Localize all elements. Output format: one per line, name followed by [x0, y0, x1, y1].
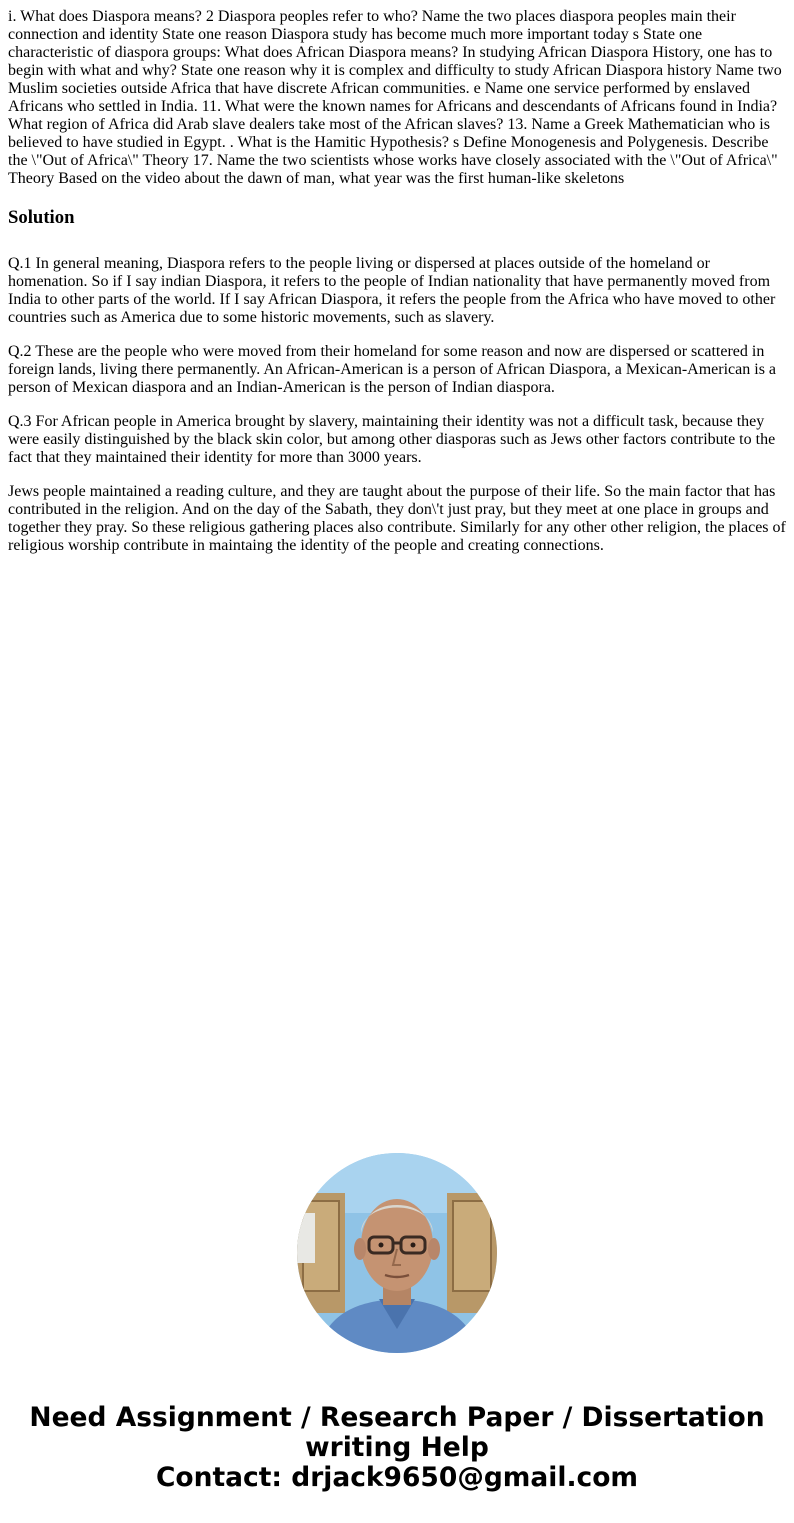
solution-heading: Solution: [8, 207, 75, 228]
document-content: [8, 8, 788, 555]
solution-paragraph: Q.2 These are the people who were moved from their homeland for some reason and now are dispersed or scattered in foreign lands, living there permanently. An African-American is a person of African Diaspora, a Mexican-American is a person of Mexican diaspora and an Indian-American is the person of Indian diaspora.: [8, 343, 777, 396]
promo-banner: [0, 1403, 794, 1493]
promo-line: Need Assignment / Research Paper / Dissertation: [29, 1402, 765, 1433]
solution-paragraph: Q.1 In general meaning, Diaspora refers to the people living or dispersed at places outside of the homeland or homenation. So if I say indian Diaspora, it refers to the people of Indian nationality that have permanently moved from India to other parts of the world. If I say African Diaspora, it refers the people from the Africa who have moved to other countries such as America due to some historic movements, such as slavery.: [8, 255, 776, 326]
solution-paragraph: Q.3 For African people in America brought by slavery, maintaining their identity was not a difficult task, because they were easily distinguished by the black skin color, but among other diasporas such as Jews other factors contribute to the fact that they maintained their identity for more than 3000 years.: [8, 413, 776, 466]
solution-paragraph: Jews people maintained a reading culture, and they are taught about the purpose of their life. So the main factor that has contributed in the religion. And on the day of the Sabath, they don\'t just pray, but they meet at one place in groups and together they pray. So these religious gathering places also contribute. Similarly for any other other religion, the places of religious worship contribute in maintaing the identity of the people and creating connections.: [8, 483, 786, 554]
promo-contact: Contact: drjack9650@gmail.com: [155, 1462, 639, 1493]
promo-line: writing Help: [305, 1432, 489, 1463]
tutor-avatar: [297, 1153, 497, 1353]
question-text: i. What does Diaspora means? 2 Diaspora peoples refer to who? Name the two places diaspora peoples main their connection and identity State one reason Diaspora study has become much more important today s State one characteristic of diaspora groups: What does African Diaspora means? In studying African Diaspora History, one has to begin with what and why? State one reason why it is complex and difficulty to study African Diaspora history Name two Muslim societies outside Africa that have discrete African communities. e Name one service performed by enslaved Africans who settled in India. 11. What were the known names for Africans and descendants of Africans found in India? What region of Africa did Arab slave dealers take most of the African slaves? 13. Name a Greek Mathematician who is believed to have studied in Egypt. . What is the Hamitic Hypothesis? s Define Monogenesis and Polygenesis. Describe the \"Out of Africa\" Theory 17. Name the two scientists whose works have closely associated with the \"Out of Africa\" Theory Based on the video about the dawn of man, what year was the first human-like skeletons: [8, 8, 782, 187]
